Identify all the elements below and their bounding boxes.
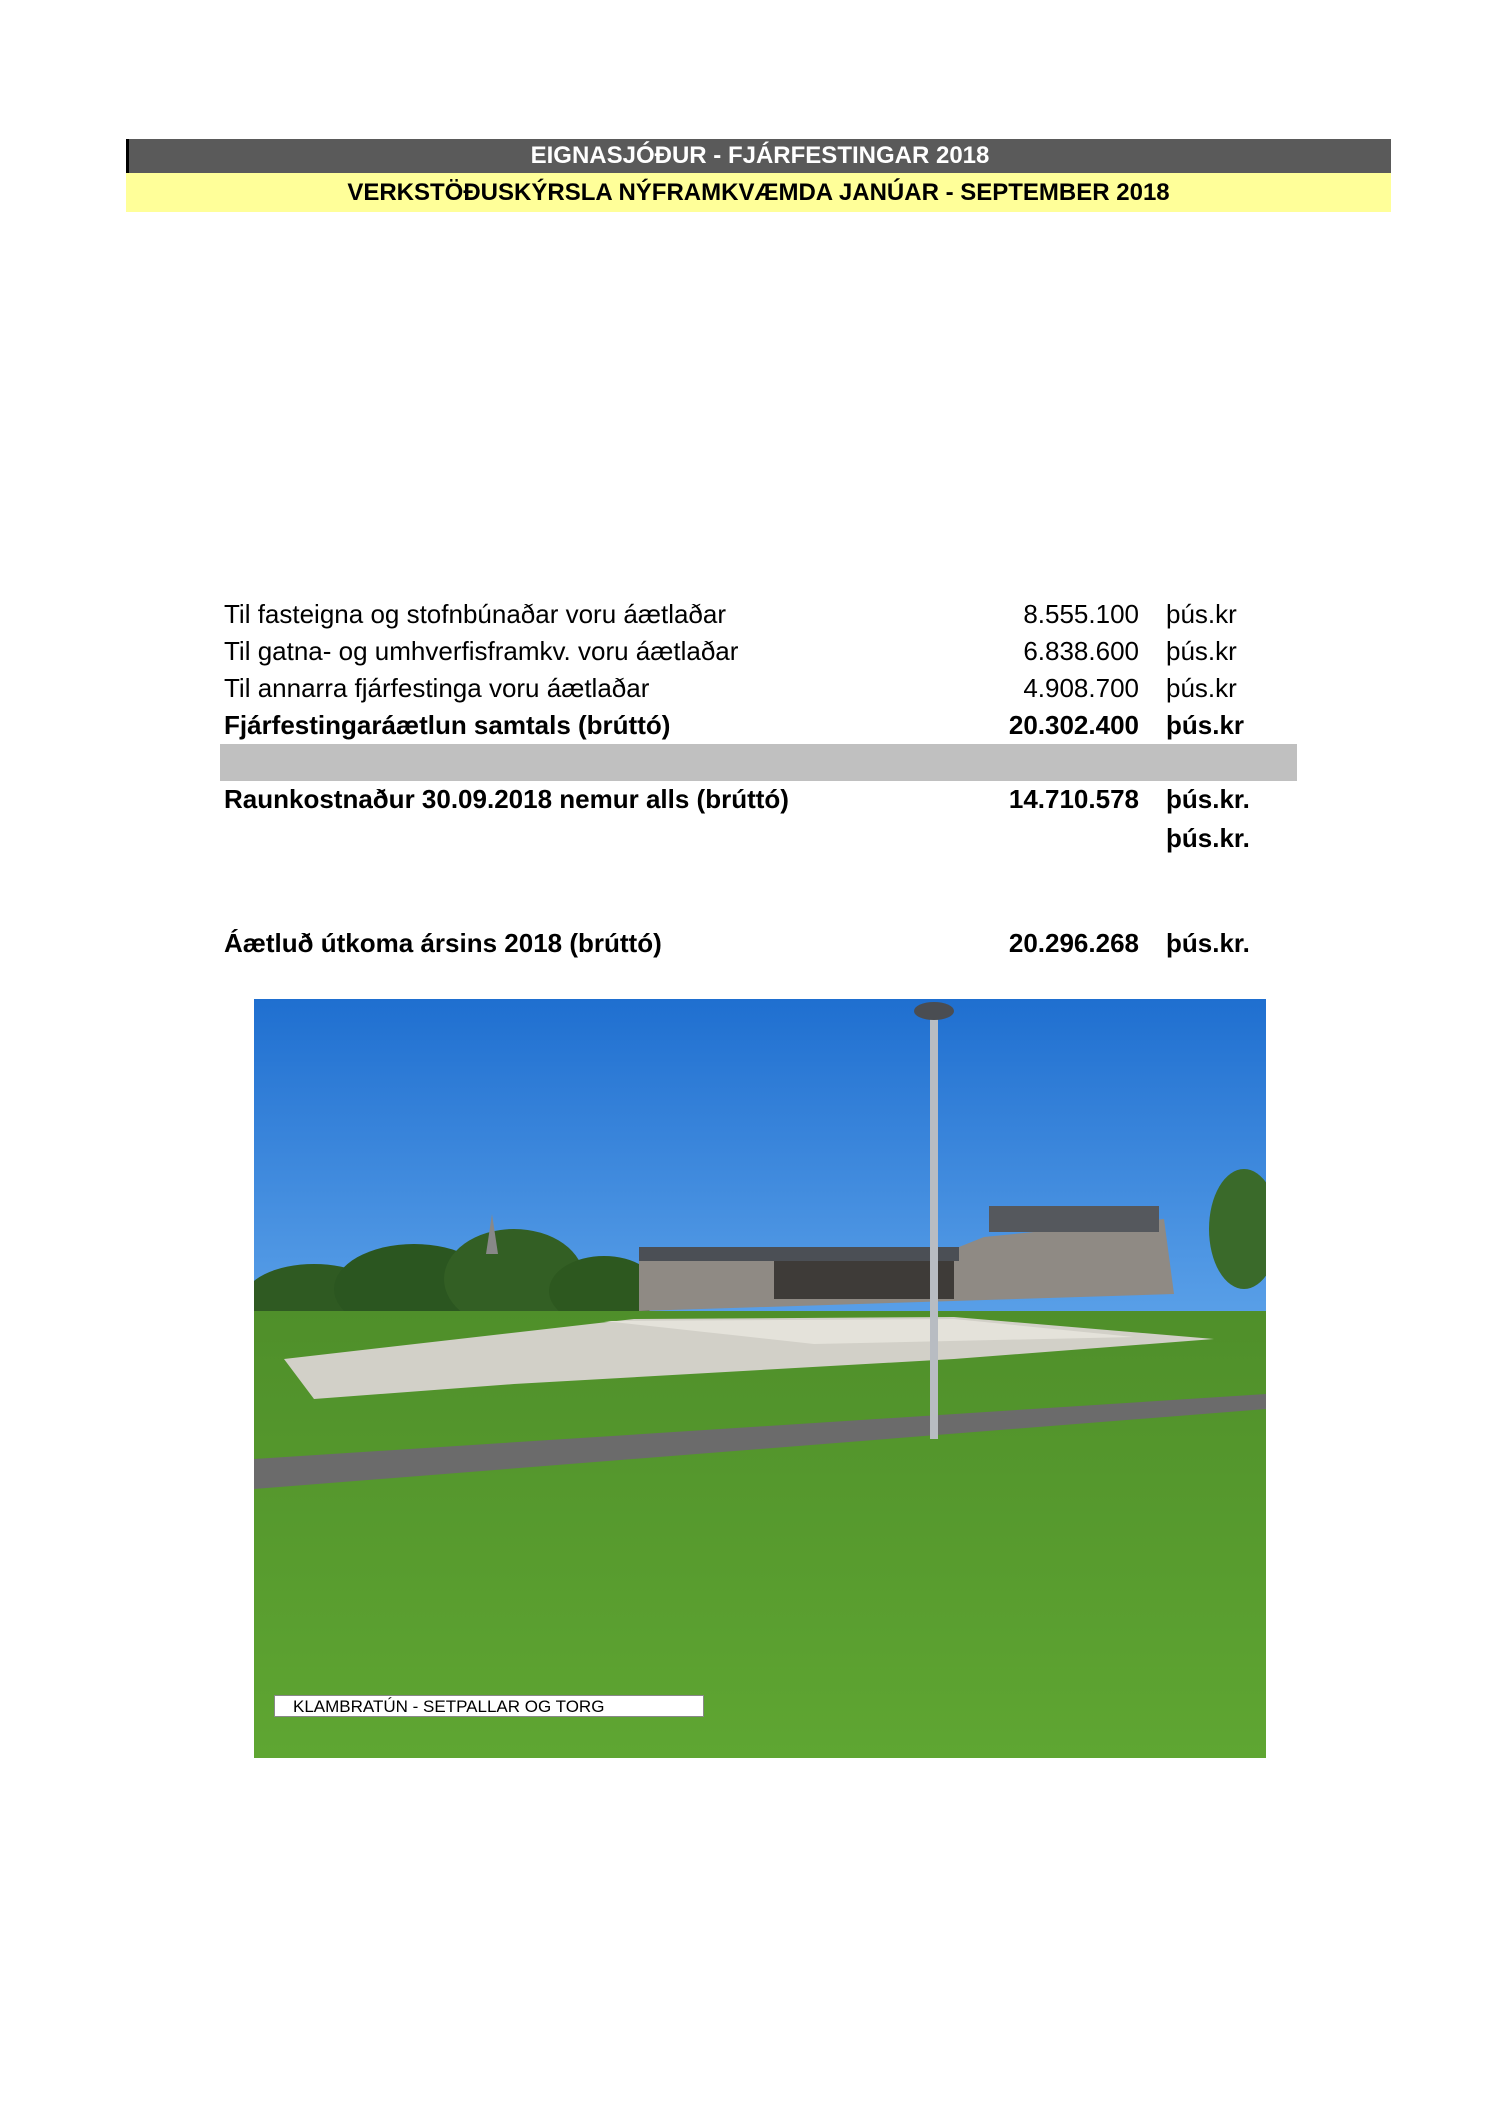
- forecast-unit: þús.kr.: [1166, 928, 1250, 958]
- budget-row-label: Til fasteigna og stofnbúnaðar voru áætlaðar: [224, 599, 727, 629]
- actual-cost-unit: þús.kr.: [1166, 784, 1250, 814]
- budget-row-value: 4.908.700: [1023, 673, 1139, 703]
- budget-row: [224, 633, 1264, 669]
- report-subtitle-bar: [126, 173, 1391, 212]
- budget-total-unit: þús.kr: [1166, 710, 1245, 740]
- report-subtitle: VERKSTÖÐUSKÝRSLA NÝFRAMKVÆMDA JANÚAR - SEPTEMBER 2018: [347, 178, 1170, 206]
- forecast-row: [224, 925, 1264, 961]
- report-title: EIGNASJÓÐUR - FJÁRFESTINGAR 2018: [530, 142, 990, 169]
- actual-cost-extra-row: [224, 820, 1264, 856]
- actual-cost-row: [224, 781, 1264, 817]
- budget-total-value: 20.302.400: [1008, 710, 1139, 740]
- budget-row-unit: þús.kr: [1166, 599, 1237, 629]
- budget-row-label: Til gatna- og umhverfisframkv. voru áætlaðar: [224, 636, 739, 666]
- budget-row-value: 8.555.100: [1023, 599, 1139, 629]
- separator-band: [220, 744, 1297, 781]
- budget-row-unit: þús.kr: [1166, 673, 1237, 703]
- budget-row-unit: þús.kr: [1166, 636, 1237, 666]
- report-title-bar: [126, 139, 1391, 173]
- photo-caption: [274, 1695, 704, 1717]
- actual-cost-unit-extra: þús.kr.: [1166, 823, 1250, 853]
- budget-row: [224, 596, 1264, 632]
- budget-total-label: Fjárfestingaráætlun samtals (brúttó): [224, 710, 671, 740]
- actual-cost-value: 14.710.578: [1008, 784, 1139, 814]
- park-photo: [254, 999, 1266, 1758]
- budget-row-value: 6.838.600: [1023, 636, 1139, 666]
- actual-cost-label: Raunkostnaður 30.09.2018 nemur alls (brúttó): [224, 784, 789, 814]
- budget-row: [224, 670, 1264, 706]
- park-photo-illustration: [254, 999, 1266, 1758]
- budget-total-row: [224, 707, 1264, 743]
- photo-caption-text: KLAMBRATÚN - SETPALLAR OG TORG: [293, 1697, 605, 1716]
- forecast-label: Áætluð útkoma ársins 2018 (brúttó): [224, 928, 662, 958]
- forecast-value: 20.296.268: [1008, 928, 1139, 958]
- budget-row-label: Til annarra fjárfestinga voru áætlaðar: [224, 673, 650, 703]
